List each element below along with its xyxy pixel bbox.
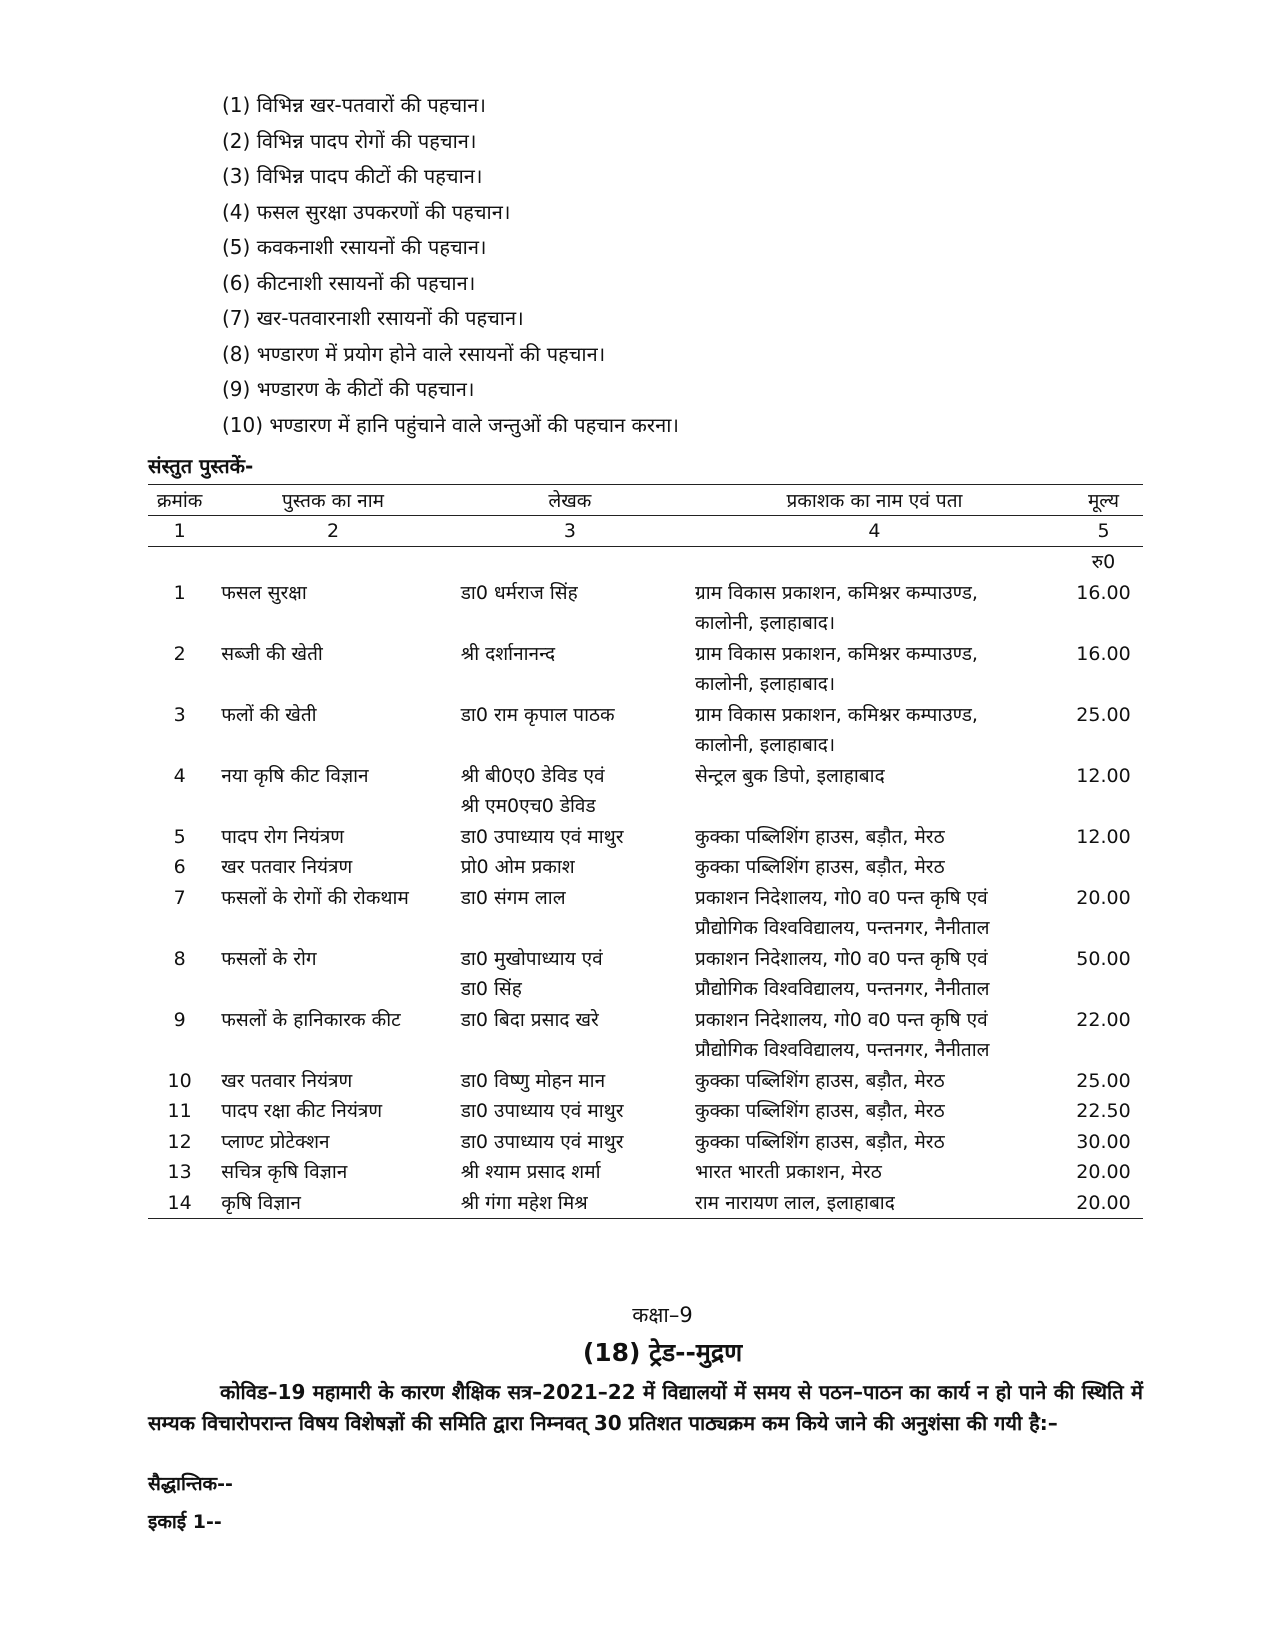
publisher-text: कुक्का पब्लिशिंग हाउस, बड़ौत, मेरठ — [694, 856, 945, 878]
publisher-text: कुक्का पब्लिशिंग हाउस, बड़ौत, मेरठ — [694, 1100, 945, 1122]
publisher-cell — [685, 1188, 1064, 1219]
author-text: श्री दर्शानानन्द — [460, 642, 556, 665]
publisher-text: कुक्का पब्लिशिंग हाउस, बड़ौत, मेरठ — [694, 1069, 945, 1092]
publisher-cell — [685, 1127, 1064, 1158]
author-text: श्री श्याम प्रसाद शर्मा — [460, 1161, 601, 1183]
book-title-cell — [211, 1127, 454, 1158]
column-number: 1 — [148, 516, 211, 547]
book-title-text: फलों की खेती — [221, 703, 317, 726]
price-cell — [1064, 1096, 1143, 1127]
list-item: (8) भण्डारण में प्रयोग होने वाले रसायनों की पहचान। — [222, 341, 606, 366]
book-title-cell — [211, 1096, 454, 1127]
serial-text: 8 — [173, 947, 186, 970]
price-cell — [1064, 852, 1143, 883]
price-text: 16.00 — [1076, 642, 1131, 665]
author-text: डा0 मुखोपाध्याय एवं — [460, 947, 603, 970]
book-title-text: सब्जी की खेती — [221, 642, 323, 665]
book-title-text: पादप रक्षा कीट नियंत्रण — [221, 1100, 383, 1122]
column-number: 4 — [685, 516, 1064, 547]
serial-text: 14 — [167, 1191, 192, 1214]
price-cell — [1064, 944, 1143, 1005]
column-number: 3 — [455, 516, 685, 547]
syllabus-reduction-paragraph: कोविड–19 महामारी के कारण शैक्षिक सत्र–2021–22 में विद्यालयों में समय से पठन–पाठन का कार्य न हो पाने की स्थिति में सम्यक विचारोपरान्त विषय विशेषज्ञों की समिति द्वारा निम्नवत् 30 प्रतिशत पाठ्यक्रम कम किये जाने की अनुशंसा की गयी है:– — [148, 1380, 1143, 1435]
book-title-cell — [211, 822, 454, 853]
serial-cell — [148, 1188, 211, 1219]
publisher-cell — [685, 1066, 1064, 1097]
author-text: श्री बी0ए0 डेविड एवं — [460, 764, 605, 787]
price-cell — [1064, 1188, 1143, 1219]
publisher-text: कालोनी, इलाहाबाद। — [694, 734, 836, 756]
publisher-cell — [685, 578, 1064, 639]
price-cell — [1064, 761, 1143, 822]
table-row — [148, 761, 1143, 822]
price-cell — [1064, 578, 1143, 639]
serial-cell — [148, 639, 211, 700]
serial-cell — [148, 1096, 211, 1127]
serial-cell — [148, 1066, 211, 1097]
publisher-text: कुक्का पब्लिशिंग हाउस, बड़ौत, मेरठ — [694, 825, 945, 848]
author-text: श्री एम0एच0 डेविड — [460, 795, 596, 817]
table-row — [148, 944, 1143, 1005]
serial-text: 12 — [167, 1130, 192, 1153]
publisher-cell — [685, 1157, 1064, 1188]
book-title-cell — [211, 1066, 454, 1097]
list-item: (2) विभिन्न पादप रोगों की पहचान। — [222, 128, 477, 153]
publisher-text: ग्राम विकास प्रकाशन, कमिश्नर कम्पाउण्ड, — [694, 581, 978, 604]
author-cell — [455, 1188, 685, 1219]
publisher-cell — [685, 883, 1064, 944]
publisher-cell — [685, 700, 1064, 761]
serial-cell — [148, 822, 211, 853]
book-title-cell — [211, 639, 454, 700]
price-text: 16.00 — [1076, 581, 1131, 604]
list-item: (4) फसल सुरक्षा उपकरणों की पहचान। — [222, 199, 511, 224]
author-cell — [455, 944, 685, 1005]
publisher-cell — [685, 639, 1064, 700]
book-title-text: पादप रोग नियंत्रण — [221, 825, 345, 848]
table-row — [148, 883, 1143, 944]
publisher-text: सेन्ट्रल बुक डिपो, इलाहाबाद — [694, 764, 885, 787]
book-title-cell — [211, 1157, 454, 1188]
serial-cell — [148, 1157, 211, 1188]
price-cell — [1064, 1157, 1143, 1188]
serial-cell — [148, 944, 211, 1005]
price-cell — [1064, 883, 1143, 944]
column-number-row — [148, 516, 1143, 547]
serial-text: 13 — [167, 1161, 192, 1183]
price-text: 12.00 — [1076, 825, 1131, 848]
book-title-text: फसलों के रोग — [221, 947, 317, 970]
publisher-text: ग्राम विकास प्रकाशन, कमिश्नर कम्पाउण्ड, — [694, 703, 978, 726]
serial-text: 3 — [173, 703, 186, 726]
author-text: डा0 उपाध्याय एवं माथुर — [460, 1130, 624, 1153]
serial-text: 6 — [173, 856, 186, 878]
book-title-cell — [211, 883, 454, 944]
publisher-text: प्रौद्योगिक विश्वविद्यालय, पन्तनगर, नैनीताल — [694, 978, 990, 1000]
author-cell — [455, 822, 685, 853]
price-text: 25.00 — [1076, 1069, 1131, 1092]
serial-text: 2 — [173, 642, 186, 665]
table-row — [148, 578, 1143, 639]
book-title-cell — [211, 944, 454, 1005]
table-row — [148, 852, 1143, 883]
serial-cell — [148, 852, 211, 883]
author-cell — [455, 1005, 685, 1066]
publisher-cell — [685, 852, 1064, 883]
serial-cell — [148, 578, 211, 639]
class-label: कक्षा–9 — [632, 1303, 693, 1327]
book-title-text: खर पतवार नियंत्रण — [221, 856, 353, 878]
publisher-cell — [685, 1005, 1064, 1066]
price-cell — [1064, 1066, 1143, 1097]
table-row — [148, 1188, 1143, 1219]
serial-text: 1 — [173, 581, 186, 604]
author-cell — [455, 761, 685, 822]
price-cell — [1064, 639, 1143, 700]
book-title-cell — [211, 1188, 454, 1219]
header-publisher: प्रकाशक का नाम एवं पता — [685, 485, 1064, 516]
author-text: डा0 विष्णु मोहन मान — [460, 1069, 606, 1092]
serial-cell — [148, 761, 211, 822]
trade-title: (18) ट्रेड--मुद्रण — [582, 1338, 743, 1367]
header-book-name: पुस्तक का नाम — [211, 485, 454, 516]
theory-label: सैद्धान्तिक-- — [148, 1473, 233, 1495]
author-text: डा0 संगम लाल — [460, 886, 566, 909]
book-title-text: फसल सुरक्षा — [221, 581, 307, 604]
book-title-text: फसलों के हानिकारक कीट — [221, 1008, 401, 1031]
list-item: (10) भण्डारण में हानि पहुंचाने वाले जन्तुओं की पहचान करना। — [222, 412, 679, 437]
author-text: डा0 राम कृपाल पाठक — [460, 703, 615, 726]
book-title-cell — [211, 1005, 454, 1066]
book-title-cell — [211, 578, 454, 639]
author-cell — [455, 1157, 685, 1188]
publisher-text: प्रौद्योगिक विश्वविद्यालय, पन्तनगर, नैनीताल — [694, 1039, 990, 1061]
serial-cell — [148, 883, 211, 944]
author-cell — [455, 1127, 685, 1158]
author-cell — [455, 578, 685, 639]
serial-text: 11 — [167, 1100, 192, 1122]
serial-text: 4 — [173, 764, 186, 787]
author-cell — [455, 1096, 685, 1127]
table-row — [148, 1127, 1143, 1158]
currency-row — [148, 547, 1143, 578]
author-text: श्री गंगा महेश मिश्र — [460, 1191, 588, 1214]
serial-text: 5 — [173, 825, 186, 848]
author-cell — [455, 1066, 685, 1097]
price-text: 22.00 — [1076, 1008, 1131, 1031]
currency-label: रु0 — [1091, 551, 1116, 573]
author-cell — [455, 883, 685, 944]
serial-cell — [148, 1127, 211, 1158]
table-row — [148, 639, 1143, 700]
price-cell — [1064, 1005, 1143, 1066]
author-text: डा0 उपाध्याय एवं माथुर — [460, 825, 624, 848]
book-title-text: फसलों के रोगों की रोकथाम — [221, 886, 409, 909]
author-text: प्रो0 ओम प्रकाश — [460, 856, 575, 878]
recommended-books-heading: संस्तुत पुस्तकें- — [148, 454, 254, 478]
price-text: 25.00 — [1076, 703, 1131, 726]
price-cell — [1064, 822, 1143, 853]
serial-text: 7 — [173, 886, 186, 909]
serial-text: 10 — [167, 1069, 192, 1092]
publisher-text: कुक्का पब्लिशिंग हाउस, बड़ौत, मेरठ — [694, 1130, 945, 1153]
publisher-text: ग्राम विकास प्रकाशन, कमिश्नर कम्पाउण्ड, — [694, 642, 978, 665]
book-title-text: नया कृषि कीट विज्ञान — [221, 764, 369, 787]
publisher-cell — [685, 761, 1064, 822]
price-text: 50.00 — [1076, 947, 1131, 970]
column-number: 2 — [211, 516, 454, 547]
book-title-cell — [211, 852, 454, 883]
column-number: 5 — [1064, 516, 1143, 547]
serial-cell — [148, 700, 211, 761]
book-title-cell — [211, 700, 454, 761]
price-text: 22.50 — [1076, 1100, 1131, 1122]
serial-text: 9 — [173, 1008, 186, 1031]
table-row — [148, 1005, 1143, 1066]
list-item: (1) विभिन्न खर-पतवारों की पहचान। — [222, 93, 486, 117]
recommended-books-table — [148, 484, 1143, 1219]
book-title-cell — [211, 761, 454, 822]
price-text: 20.00 — [1076, 1191, 1131, 1214]
header-serial: क्रमांक — [148, 485, 211, 516]
book-title-text: कृषि विज्ञान — [221, 1191, 301, 1214]
unit-label: इकाई 1-- — [148, 1511, 222, 1533]
author-cell — [455, 700, 685, 761]
header-price: मूल्य — [1064, 485, 1143, 516]
identification-list — [222, 88, 679, 443]
serial-cell — [148, 1005, 211, 1066]
publisher-text: प्रकाशन निदेशालय, गो0 व0 पन्त कृषि एवं — [694, 1008, 988, 1031]
list-item: (6) कीटनाशी रसायनों की पहचान। — [222, 270, 476, 295]
price-text: 30.00 — [1076, 1130, 1131, 1153]
author-text: डा0 बिदा प्रसाद खरे — [460, 1008, 599, 1031]
table-row — [148, 822, 1143, 853]
price-text: 12.00 — [1076, 764, 1131, 787]
publisher-text: राम नारायण लाल, इलाहाबाद — [694, 1191, 895, 1214]
author-text: डा0 धर्मराज सिंह — [460, 581, 578, 604]
book-title-text: खर पतवार नियंत्रण — [221, 1069, 353, 1092]
price-text: 20.00 — [1076, 886, 1131, 909]
publisher-cell — [685, 822, 1064, 853]
table-row — [148, 1157, 1143, 1188]
publisher-cell — [685, 944, 1064, 1005]
publisher-text: प्रौद्योगिक विश्वविद्यालय, पन्तनगर, नैनीताल — [694, 917, 990, 939]
publisher-text: कालोनी, इलाहाबाद। — [694, 612, 836, 634]
list-item: (5) कवकनाशी रसायनों की पहचान। — [222, 235, 487, 259]
author-cell — [455, 852, 685, 883]
book-title-text: प्लाण्ट प्रोटेक्शन — [221, 1130, 330, 1153]
price-cell — [1064, 700, 1143, 761]
table-header-row — [148, 485, 1143, 516]
table-row — [148, 1066, 1143, 1097]
publisher-text: प्रकाशन निदेशालय, गो0 व0 पन्त कृषि एवं — [694, 886, 988, 909]
list-item: (9) भण्डारण के कीटों की पहचान। — [222, 377, 475, 401]
author-text: डा0 उपाध्याय एवं माथुर — [460, 1100, 624, 1122]
list-item: (3) विभिन्न पादप कीटों की पहचान। — [222, 164, 483, 188]
price-text: 20.00 — [1076, 1161, 1131, 1183]
author-text: डा0 सिंह — [460, 978, 522, 1000]
publisher-text: कालोनी, इलाहाबाद। — [694, 673, 836, 695]
publisher-text: प्रकाशन निदेशालय, गो0 व0 पन्त कृषि एवं — [694, 947, 988, 970]
header-author: लेखक — [455, 485, 685, 516]
author-cell — [455, 639, 685, 700]
book-title-text: सचित्र कृषि विज्ञान — [221, 1161, 348, 1183]
price-cell — [1064, 1127, 1143, 1158]
table-row — [148, 1096, 1143, 1127]
publisher-text: भारत भारती प्रकाशन, मेरठ — [694, 1161, 882, 1183]
table-row — [148, 700, 1143, 761]
publisher-cell — [685, 1096, 1064, 1127]
list-item: (7) खर-पतवारनाशी रसायनों की पहचान। — [222, 306, 524, 330]
